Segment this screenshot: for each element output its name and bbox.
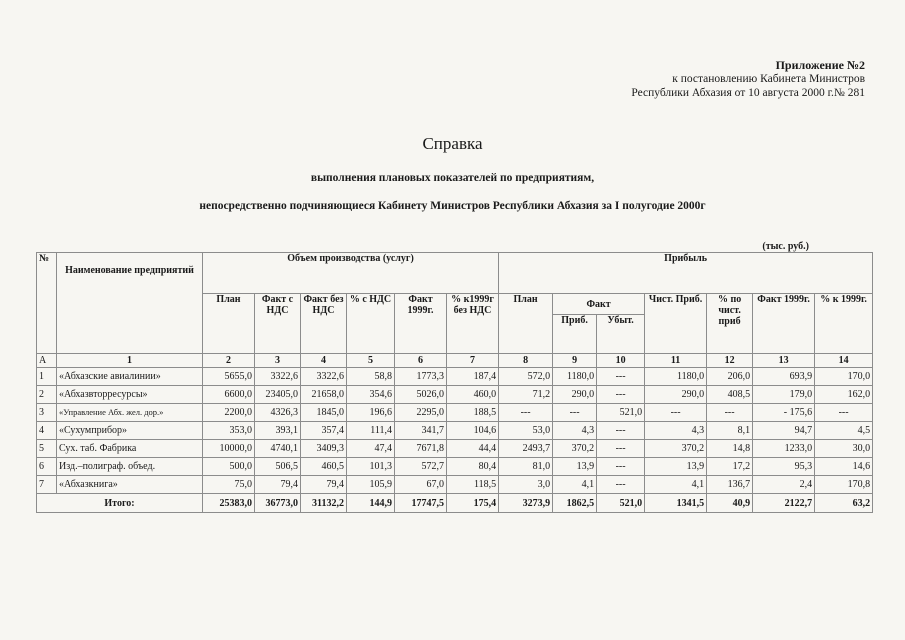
table-cell: 370,2 bbox=[553, 440, 597, 458]
table-cell: --- bbox=[597, 386, 645, 404]
header-plan: План bbox=[203, 294, 255, 354]
header-name: Наименование предприятий bbox=[57, 253, 203, 354]
header-pct-net-profit: % по чист. приб bbox=[707, 294, 753, 354]
table-cell: 460,0 bbox=[447, 386, 499, 404]
table-row bbox=[37, 386, 873, 404]
table-cell: 170,8 bbox=[815, 476, 873, 494]
table-cell: 53,0 bbox=[499, 422, 553, 440]
table-row bbox=[37, 458, 873, 476]
table-cell: --- bbox=[597, 422, 645, 440]
table-cell: 80,4 bbox=[447, 458, 499, 476]
document-subtitle-2: непосредственно подчиняющиеся Кабинету Министров Республики Абхазия за I полугодие 2000г bbox=[199, 200, 706, 212]
table-cell: --- bbox=[597, 458, 645, 476]
table-cell: 572,7 bbox=[395, 458, 447, 476]
row-index: 2 bbox=[37, 386, 57, 404]
total-row bbox=[37, 494, 873, 513]
table-cell: --- bbox=[597, 440, 645, 458]
appendix-line-2: Республики Абхазия от 10 августа 2000 г.№ 281 bbox=[631, 87, 865, 99]
table-cell: 3,0 bbox=[499, 476, 553, 494]
table-cell: 47,4 bbox=[347, 440, 395, 458]
table-cell: 6600,0 bbox=[203, 386, 255, 404]
header-profit-fact-1999: Факт 1999г. bbox=[753, 294, 815, 354]
table-cell: 353,0 bbox=[203, 422, 255, 440]
total-cell: 31132,2 bbox=[301, 494, 347, 513]
column-number: 10 bbox=[597, 354, 645, 368]
table-cell: 67,0 bbox=[395, 476, 447, 494]
table-cell: 521,0 bbox=[597, 404, 645, 422]
table-cell: 118,5 bbox=[447, 476, 499, 494]
table-cell: 2200,0 bbox=[203, 404, 255, 422]
table-cell: 179,0 bbox=[753, 386, 815, 404]
column-number: 8 bbox=[499, 354, 553, 368]
enterprise-name: Изд.–полиграф. объед. bbox=[57, 458, 203, 476]
row-index: 6 bbox=[37, 458, 57, 476]
total-cell: 521,0 bbox=[597, 494, 645, 513]
column-number: А bbox=[37, 354, 57, 368]
table-cell: 162,0 bbox=[815, 386, 873, 404]
table-cell: 104,6 bbox=[447, 422, 499, 440]
header-volume-group: Объем производства (услуг) bbox=[203, 253, 499, 294]
table-cell: 500,0 bbox=[203, 458, 255, 476]
table-cell: 23405,0 bbox=[255, 386, 301, 404]
table-cell: 170,0 bbox=[815, 368, 873, 386]
table-cell: 105,9 bbox=[347, 476, 395, 494]
table-cell: --- bbox=[815, 404, 873, 422]
table-cell: 290,0 bbox=[553, 386, 597, 404]
table-cell: 5655,0 bbox=[203, 368, 255, 386]
table-cell: 693,9 bbox=[753, 368, 815, 386]
table-cell: 30,0 bbox=[815, 440, 873, 458]
table-cell: 95,3 bbox=[753, 458, 815, 476]
enterprise-name: Сух. таб. Фабрика bbox=[57, 440, 203, 458]
header-profit-plan: План bbox=[499, 294, 553, 354]
header-loss: Убыт. bbox=[597, 315, 645, 354]
table-cell: --- bbox=[597, 476, 645, 494]
enterprise-name: «Управление Абх. жел. дор.» bbox=[57, 404, 203, 422]
table-cell: 188,5 bbox=[447, 404, 499, 422]
column-number: 11 bbox=[645, 354, 707, 368]
table-cell: 4326,3 bbox=[255, 404, 301, 422]
table-cell: 1180,0 bbox=[645, 368, 707, 386]
total-cell: 2122,7 bbox=[753, 494, 815, 513]
column-number-row bbox=[37, 354, 873, 368]
header-profit-fact: Факт bbox=[553, 294, 645, 315]
column-number: 2 bbox=[203, 354, 255, 368]
column-number: 12 bbox=[707, 354, 753, 368]
table-cell: 79,4 bbox=[255, 476, 301, 494]
row-index: 3 bbox=[37, 404, 57, 422]
table-cell: 357,4 bbox=[301, 422, 347, 440]
table-cell: 8,1 bbox=[707, 422, 753, 440]
table-cell: 13,9 bbox=[553, 458, 597, 476]
table-cell: 341,7 bbox=[395, 422, 447, 440]
total-cell: 17747,5 bbox=[395, 494, 447, 513]
column-number: 3 bbox=[255, 354, 301, 368]
header-pct-1999-no-vat: % к1999г без НДС bbox=[447, 294, 499, 354]
table-cell: 4,1 bbox=[553, 476, 597, 494]
enterprise-name: «Сухумприбор» bbox=[57, 422, 203, 440]
table-cell: 206,0 bbox=[707, 368, 753, 386]
table-cell: 3409,3 bbox=[301, 440, 347, 458]
total-cell: 175,4 bbox=[447, 494, 499, 513]
table-cell: 187,4 bbox=[447, 368, 499, 386]
table-cell: 370,2 bbox=[645, 440, 707, 458]
header-net-profit: Чист. Приб. bbox=[645, 294, 707, 354]
appendix-line-1: к постановлению Кабинета Министров bbox=[672, 73, 865, 85]
table-cell: 290,0 bbox=[645, 386, 707, 404]
table-cell: 21658,0 bbox=[301, 386, 347, 404]
table-cell: 1233,0 bbox=[753, 440, 815, 458]
table-cell: 1180,0 bbox=[553, 368, 597, 386]
table-row bbox=[37, 440, 873, 458]
column-number: 1 bbox=[57, 354, 203, 368]
table-cell: 2295,0 bbox=[395, 404, 447, 422]
row-index: 5 bbox=[37, 440, 57, 458]
column-number: 5 bbox=[347, 354, 395, 368]
total-cell: 63,2 bbox=[815, 494, 873, 513]
table-cell: 94,7 bbox=[753, 422, 815, 440]
table-row bbox=[37, 422, 873, 440]
column-number: 7 bbox=[447, 354, 499, 368]
header-profit: Приб. bbox=[553, 315, 597, 354]
table-cell: 13,9 bbox=[645, 458, 707, 476]
column-number: 4 bbox=[301, 354, 347, 368]
table-cell: 71,2 bbox=[499, 386, 553, 404]
table-cell: --- bbox=[707, 404, 753, 422]
table-cell: 4,1 bbox=[645, 476, 707, 494]
table-cell: 58,8 bbox=[347, 368, 395, 386]
table-row bbox=[37, 476, 873, 494]
table-cell: - 175,6 bbox=[753, 404, 815, 422]
table-cell: 101,3 bbox=[347, 458, 395, 476]
header-fact-vat: Факт с НДС bbox=[255, 294, 301, 354]
column-number: 14 bbox=[815, 354, 873, 368]
table-cell: 111,4 bbox=[347, 422, 395, 440]
table-cell: 354,6 bbox=[347, 386, 395, 404]
column-number: 9 bbox=[553, 354, 597, 368]
table-cell: 393,1 bbox=[255, 422, 301, 440]
table-cell: 17,2 bbox=[707, 458, 753, 476]
header-fact-no-vat: Факт без НДС bbox=[301, 294, 347, 354]
table-cell: 506,5 bbox=[255, 458, 301, 476]
table-cell: --- bbox=[645, 404, 707, 422]
table-row bbox=[37, 368, 873, 386]
total-cell: 1862,5 bbox=[553, 494, 597, 513]
table-cell: 7671,8 bbox=[395, 440, 447, 458]
table-cell: 136,7 bbox=[707, 476, 753, 494]
header-number: № bbox=[37, 253, 57, 354]
total-cell: 144,9 bbox=[347, 494, 395, 513]
enterprise-name: «Абхазкнига» bbox=[57, 476, 203, 494]
table-cell: 79,4 bbox=[301, 476, 347, 494]
table-cell: 81,0 bbox=[499, 458, 553, 476]
total-label: Итого: bbox=[37, 494, 203, 513]
header-profit-group: Прибыль bbox=[499, 253, 873, 294]
table-cell: --- bbox=[553, 404, 597, 422]
units-label: (тыс. руб.) bbox=[762, 241, 809, 252]
table-cell: 4,3 bbox=[553, 422, 597, 440]
table-cell: --- bbox=[499, 404, 553, 422]
table-cell: 196,6 bbox=[347, 404, 395, 422]
table-cell: 75,0 bbox=[203, 476, 255, 494]
header-fact-1999: Факт 1999г. bbox=[395, 294, 447, 354]
table-cell: 4,3 bbox=[645, 422, 707, 440]
table-cell: 572,0 bbox=[499, 368, 553, 386]
table-cell: 1773,3 bbox=[395, 368, 447, 386]
total-cell: 25383,0 bbox=[203, 494, 255, 513]
header-pct-vat: % с НДС bbox=[347, 294, 395, 354]
table-cell: 460,5 bbox=[301, 458, 347, 476]
enterprise-name: «Абхазвторресурсы» bbox=[57, 386, 203, 404]
table-cell: 4,5 bbox=[815, 422, 873, 440]
table-cell: 2,4 bbox=[753, 476, 815, 494]
column-number: 6 bbox=[395, 354, 447, 368]
enterprise-name: «Абхазские авиалинии» bbox=[57, 368, 203, 386]
table-cell: 44,4 bbox=[447, 440, 499, 458]
report-table bbox=[36, 252, 873, 513]
table-cell: 2493,7 bbox=[499, 440, 553, 458]
document-subtitle-1: выполнения плановых показателей по предприятиям, bbox=[310, 172, 595, 184]
table-cell: 3322,6 bbox=[301, 368, 347, 386]
total-cell: 1341,5 bbox=[645, 494, 707, 513]
row-index: 1 bbox=[37, 368, 57, 386]
column-number: 13 bbox=[753, 354, 815, 368]
appendix-block bbox=[631, 58, 865, 100]
total-cell: 3273,9 bbox=[499, 494, 553, 513]
table-cell: 10000,0 bbox=[203, 440, 255, 458]
table-cell: 4740,1 bbox=[255, 440, 301, 458]
table-cell: 1845,0 bbox=[301, 404, 347, 422]
table-cell: --- bbox=[597, 368, 645, 386]
row-index: 7 bbox=[37, 476, 57, 494]
table-cell: 5026,0 bbox=[395, 386, 447, 404]
table-cell: 14,6 bbox=[815, 458, 873, 476]
table-cell: 14,8 bbox=[707, 440, 753, 458]
appendix-title: Приложение №2 bbox=[775, 58, 865, 72]
table-row bbox=[37, 404, 873, 422]
row-index: 4 bbox=[37, 422, 57, 440]
total-cell: 40,9 bbox=[707, 494, 753, 513]
header-profit-pct-1999: % к 1999г. bbox=[815, 294, 873, 354]
document-title: Справка bbox=[422, 134, 483, 153]
total-cell: 36773,0 bbox=[255, 494, 301, 513]
table-cell: 408,5 bbox=[707, 386, 753, 404]
table-cell: 3322,6 bbox=[255, 368, 301, 386]
